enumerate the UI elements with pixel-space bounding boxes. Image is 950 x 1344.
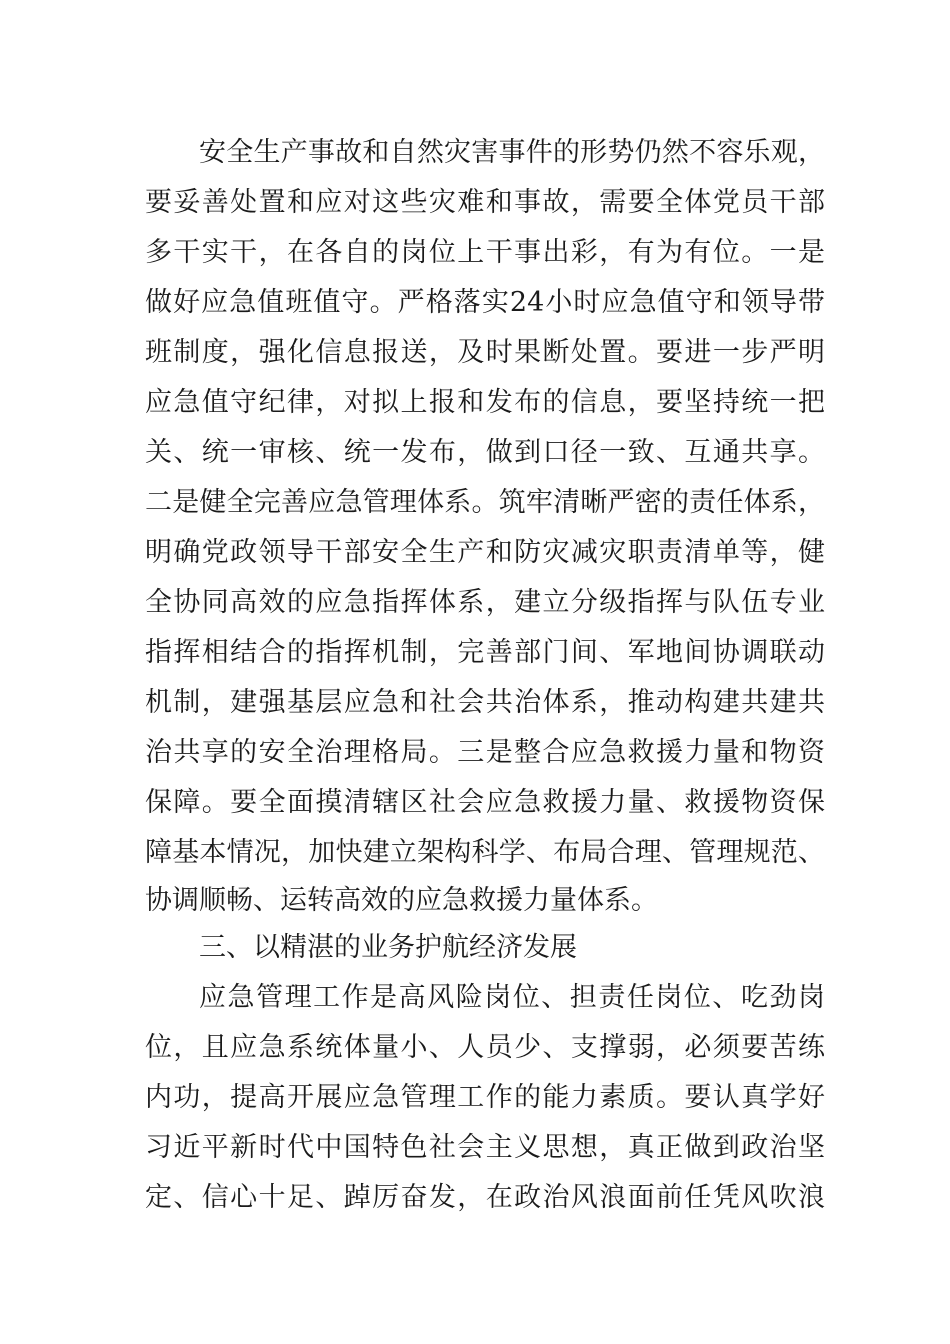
paragraph-1-line-4: 做好应急值班值守。严格落实24小时应急值守和领导带 [145, 287, 825, 318]
paragraph-1-line-10: 全协同高效的应急指挥体系，建立分级指挥与队伍专业 [145, 587, 825, 618]
paragraph-2-line-3: 内功，提高开展应急管理工作的能力素质。要认真学好 [145, 1082, 825, 1113]
paragraph-1-line-9: 明确党政领导干部安全生产和防灾减灾职责清单等，健 [145, 537, 825, 568]
paragraph-1-line-7: 关、统一审核、统一发布，做到口径一致、互通共享。 [145, 437, 825, 468]
paragraph-1-line-12: 机制，建强基层应急和社会共治体系，推动构建共建共 [145, 687, 825, 718]
paragraph-1-line-3: 多干实干，在各自的岗位上干事出彩，有为有位。一是 [145, 237, 825, 268]
paragraph-1-line-5: 班制度，强化信息报送，及时果断处置。要进一步严明 [145, 337, 825, 368]
paragraph-1-line-16: 协调顺畅、运转高效的应急救援力量体系。 [145, 885, 658, 916]
paragraph-2-line-1: 应急管理工作是高风险岗位、担责任岗位、吃劲岗 [199, 982, 825, 1013]
paragraph-1-line-8: 二是健全完善应急管理体系。筑牢清晰严密的责任体系， [145, 487, 825, 518]
paragraph-2-line-2: 位，且应急系统体量小、人员少、支撑弱，必须要苦练 [145, 1032, 825, 1063]
paragraph-1-line-2: 要妥善处置和应对这些灾难和事故，需要全体党员干部 [145, 187, 825, 218]
paragraph-1-line-15: 障基本情况，加快建立架构科学、布局合理、管理规范、 [145, 837, 825, 868]
section-heading: 三、以精湛的业务护航经济发展 [199, 932, 577, 963]
paragraph-1-line-13: 治共享的安全治理格局。三是整合应急救援力量和物资 [145, 737, 825, 768]
paragraph-1-line-6: 应急值守纪律，对拟上报和发布的信息，要坚持统一把 [145, 387, 825, 418]
paragraph-2-line-5: 定、信心十足、踔厉奋发，在政治风浪面前任凭风吹浪 [145, 1182, 825, 1213]
paragraph-1-line-14: 保障。要全面摸清辖区社会应急救援力量、救援物资保 [145, 787, 825, 818]
paragraph-1-line-1: 安全生产事故和自然灾害事件的形势仍然不容乐观， [199, 137, 825, 168]
paragraph-1-line-11: 指挥相结合的指挥机制，完善部门间、军地间协调联动 [145, 637, 825, 668]
paragraph-2-line-4: 习近平新时代中国特色社会主义思想，真正做到政治坚 [145, 1132, 825, 1163]
